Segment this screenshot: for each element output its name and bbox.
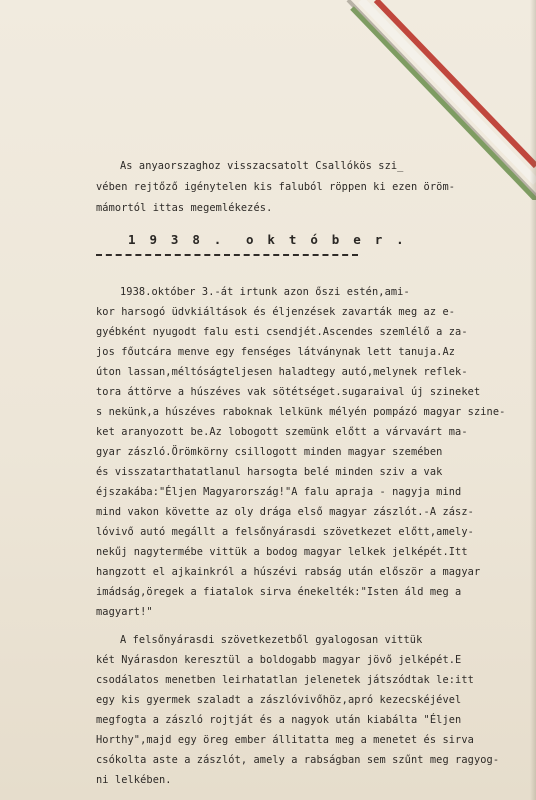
body-line: nekűj nagytermébe vittük a bodog magyar lelkek jelképét.Itt xyxy=(96,546,468,558)
body-line: hangzott el ajkainkról a húszévi rabság után először a magyar xyxy=(96,566,481,578)
ribbon-white-stripe xyxy=(361,0,536,182)
paragraph-line: csókolta aste a zászlót, amely a rabságban sem szűnt meg ragyog- xyxy=(96,754,500,766)
intro-line: As anyaorszaghoz visszacsatolt Csallókös szi_ xyxy=(120,160,404,172)
body-line: gyar zászló.Örömkörny csillogott minden magyar szemében xyxy=(96,446,443,458)
paragraph-line: egy kis gyermek szaladt a zászlóvivőhöz,apró kezecskéjével xyxy=(96,694,462,706)
body-line: és visszatarthatatlanul harsogta belé minden sziv a vak xyxy=(96,466,443,478)
paragraph-line: ni lelkében. xyxy=(96,774,172,786)
intro-line: mámortól ittas megemlékezés. xyxy=(96,202,273,214)
body-line: magyart!" xyxy=(96,606,153,618)
body-line: ket aranyozott be.Az lobogott szemünk előtt a várvavárt ma- xyxy=(96,426,468,438)
body-line: imádság,öregek a fiatalok sirva énekelték:"Isten áld meg a xyxy=(96,586,462,598)
body-line: éjszakába:"Éljen Magyarország!"A falu apraja - nagyja mind xyxy=(96,486,462,498)
body-line: gyébként nyugodt falu esti csendjét.Ascendes szemlélő a za- xyxy=(96,326,468,338)
body-line: s nekünk,a húszéves raboknak lelkünk mélyén pompázó magyar szine- xyxy=(96,406,506,418)
body-line: úton lassan,méltóságteljesen haladtegy autó,melynek reflek- xyxy=(96,366,468,378)
paragraph-line: megfogta a zászló rojtját és a nagyok után kiabálta "Éljen xyxy=(96,714,462,726)
paragraph-line: Horthy",majd egy öreg ember állitatta meg a menetet és sirva xyxy=(96,734,474,746)
body-line: lóvivő autó megállt a felsőnyárasdi szövetkezet előtt,amely- xyxy=(96,526,474,538)
paper-edge-shadow xyxy=(530,0,536,800)
body-line: tora áttörve a húszéves vak sötétséget.sugaraival új szineket xyxy=(96,386,481,398)
intro-line: vében rejtőző igénytelen kis faluból röppen ki ezen öröm- xyxy=(96,181,456,193)
date-heading: 1 9 3 8 . o k t ó b e r . xyxy=(128,232,407,247)
body-line: 1938.október 3.-át irtunk azon őszi estén,ami- xyxy=(120,286,410,298)
body-line: kor harsogó üdvkiáltások és éljenzések zavarták meg az e- xyxy=(96,306,456,318)
paragraph-line: csodálatos menetben leirhatatlan jelenetek játszódtak le:itt xyxy=(96,674,474,686)
paragraph-line: két Nyárasdon keresztül a boldogabb magyar jövő jelképét.E xyxy=(96,654,462,666)
ribbon-red-stripe xyxy=(376,0,536,166)
body-line: jos főutcára menve egy fenséges látványnak lett tanuja.Az xyxy=(96,346,456,358)
dashed-underline xyxy=(96,254,358,256)
paragraph-line: A felsőnyárasdi szövetkezetből gyalogosan vittük xyxy=(120,634,423,646)
body-line: mind vakon követte az oly drága első magyar zászlót.-A zász- xyxy=(96,506,474,518)
